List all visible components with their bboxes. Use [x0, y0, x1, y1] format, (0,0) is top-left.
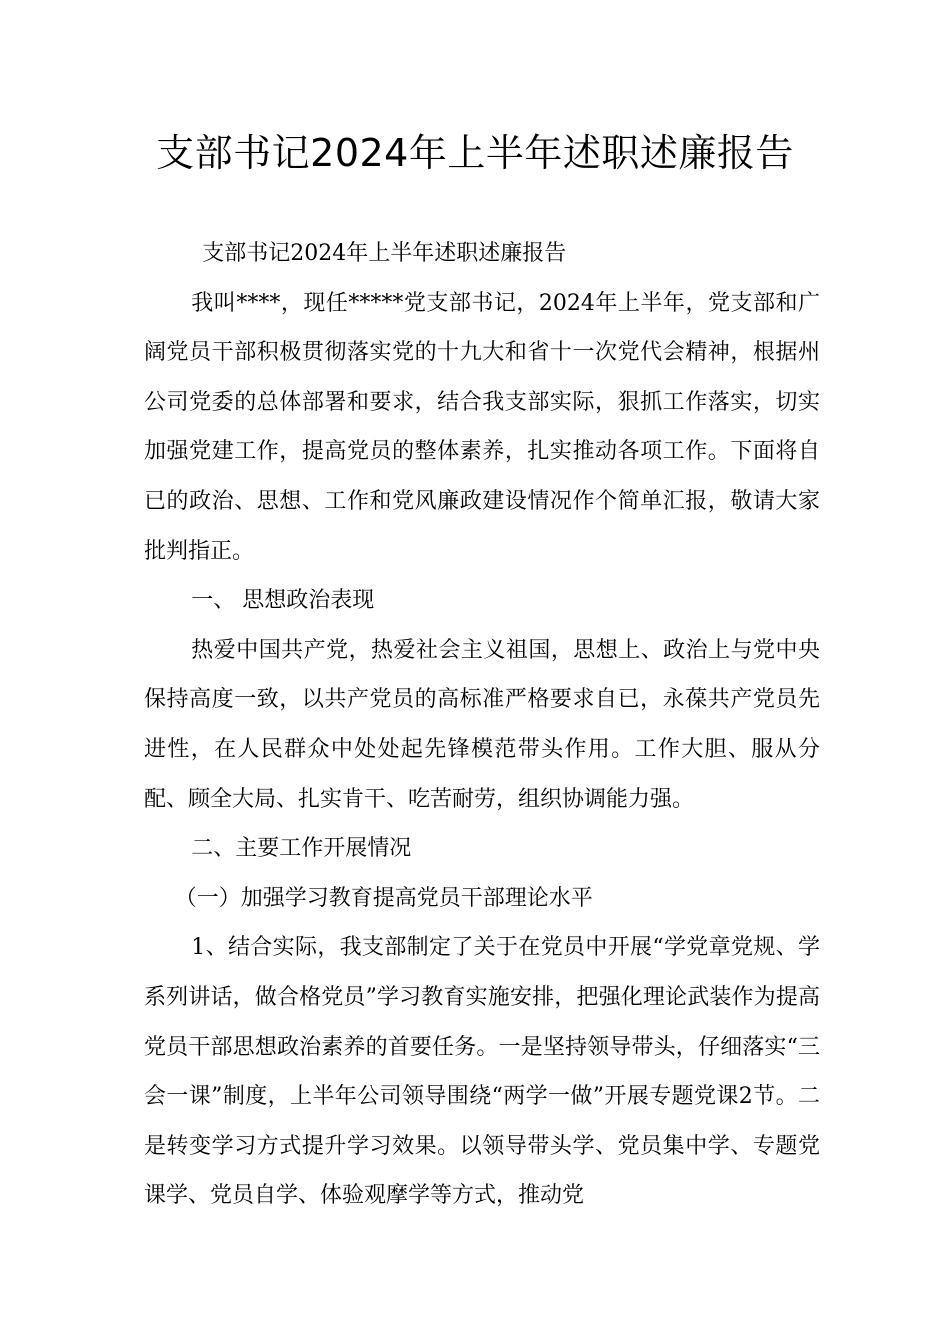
document-subtitle: 支部书记2024年上半年述职述廉报告 [202, 241, 567, 266]
paragraph-political-performance: 热爱中国共产党，热爱社会主义祖国，思想上、政治上与党中央保持高度一致，以共产党员的高标准严格要求自已，永葆共产党员先进性，在人民群众中处处起先锋模范带头作用。工作大胆、服从分配、顾全大局、扎实肯干、吃苦耐劳，组织协调能力强。 [144, 637, 820, 812]
subsection-heading-1: （一）加强学习教育提高党员干部理论水平 [174, 885, 593, 911]
section-heading-2: 二、主要工作开展情况 [191, 836, 412, 862]
document-title: 支部书记2024年上半年述职述廉报告 [156, 131, 794, 175]
section-heading-1: 一、 思想政治表现 [191, 588, 375, 614]
paragraph-study-education: 1、结合实际，我支部制定了关于在党员中开展“学党章党规、学系列讲话，做合格党员”学习教育实施安排，把强化理论武装作为提高党员干部思想政治素养的首要任务。一是坚持领导带头，仔细落实“三会一课”制度，上半年公司领导围绕“两学一做”开展专题党课2节。二是转变学习方式提升学习效果。以领导带头学、党员集中学、专题党课学、党员自学、体验观摩学等方式，推动党 [144, 935, 820, 1209]
document-body [144, 229, 820, 1221]
paragraph-intro: 我叫****，现任*****党支部书记，2024年上半年，党支部和广阔党员干部积极贯彻落实党的十九大和省十一次党代会精神，根据州公司党委的总体部署和要求，结合我支部实际，狠抓工作落实，切实加强党建工作，提高党员的整体素养，扎实推动各项工作。下面将自已的政治、思想、工作和党风廉政建设情况作个简单汇报，敬请大家批判指正。 [144, 290, 820, 564]
